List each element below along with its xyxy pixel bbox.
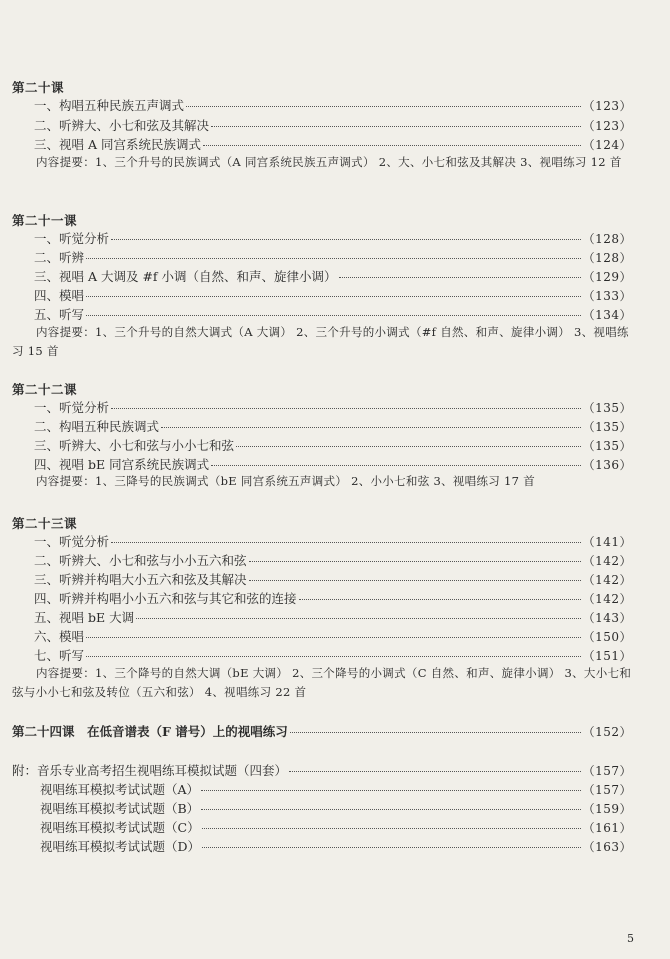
toc-entry-page: （129）	[582, 270, 632, 284]
toc-entry-page: （135）	[582, 439, 632, 453]
toc-entry-page: （134）	[582, 308, 632, 322]
toc-entry-label: 三、视唱 A 同宫系统民族调式	[34, 137, 201, 152]
leader-dots	[299, 599, 581, 600]
lesson-23-summary: 内容提要：1、三个降号的自然大调（bE 大调） 2、三个降号的小调式（C 自然、和声、旋律小调） 3、大小七和弦与小小七和弦及转位（五六和弦） 4、视唱练习 22 首	[12, 666, 632, 699]
toc-entry	[34, 116, 632, 134]
toc-entry	[34, 286, 632, 304]
toc-entry-label: 四、模唱	[34, 288, 85, 303]
toc-entry-label: 五、视唱 bE 大调	[34, 610, 135, 625]
toc-entry	[34, 646, 632, 664]
toc-entry-page: （142）	[582, 554, 632, 568]
toc-entry	[34, 436, 632, 454]
leader-dots	[86, 296, 581, 297]
toc-entry	[40, 818, 632, 836]
toc-entry-label: 五、听写	[34, 307, 85, 322]
leader-dots	[211, 126, 581, 127]
toc-entry-label: 二、构唱五种民族调式	[34, 419, 160, 434]
toc-entry	[34, 96, 632, 114]
toc-entry-label: 二、听辨	[34, 250, 85, 265]
leader-dots	[339, 277, 581, 278]
leader-dots	[86, 315, 581, 316]
toc-entry	[34, 417, 632, 435]
toc-entry	[34, 627, 632, 645]
toc-entry-label: 七、听写	[34, 648, 85, 663]
toc-entry	[34, 608, 632, 626]
toc-entry-page: （159）	[582, 802, 632, 816]
toc-entry-label: 附：音乐专业高考招生视唱练耳模拟试题（四套）	[12, 763, 288, 778]
toc-entry-label: 三、视唱 A 大调及 #f 小调（自然、和声、旋律小调）	[34, 269, 337, 284]
toc-entry	[34, 551, 632, 569]
toc-entry-label: 二、听辨大、小七和弦与小小五六和弦	[34, 553, 247, 568]
toc-entry-page: （142）	[582, 573, 632, 587]
toc-entry-label: 一、听觉分析	[34, 534, 110, 549]
toc-entry-label: 四、听辨并构唱小小五六和弦与其它和弦的连接	[34, 591, 297, 606]
toc-entry-lesson-24	[12, 722, 632, 740]
toc-entry	[34, 589, 632, 607]
lesson-20-summary: 内容提要：1、三个升号的民族调式（A 同宫系统民族五声调式） 2、大、小七和弦及其解决 3、视唱练习 12 首	[36, 155, 622, 169]
lesson-21-title: 第二十一课	[12, 213, 78, 228]
toc-entry	[34, 229, 632, 247]
toc-entry	[34, 398, 632, 416]
toc-entry-label: 视唱练耳模拟考试试题（D）	[40, 839, 201, 854]
toc-entry	[34, 570, 632, 588]
toc-entry	[34, 455, 632, 473]
lesson-20-title: 第二十课	[12, 80, 65, 95]
leader-dots	[86, 258, 581, 259]
toc-entry-page: （157）	[582, 764, 632, 778]
toc-entry-label: 二、听辨大、小七和弦及其解决	[34, 118, 210, 133]
toc-entry-page: （135）	[582, 420, 632, 434]
toc-entry-label: 四、视唱 bE 同宫系统民族调式	[34, 457, 210, 472]
toc-entry-label: 三、听辨并构唱大小五六和弦及其解决	[34, 572, 247, 587]
leader-dots	[211, 465, 581, 466]
toc-entry-label: 视唱练耳模拟考试试题（C）	[40, 820, 200, 835]
toc-entry-page: （151）	[582, 649, 632, 663]
leader-dots	[236, 446, 581, 447]
toc-entry-page: （157）	[582, 783, 632, 797]
toc-entry	[40, 837, 632, 855]
lesson-23-title: 第二十三课	[12, 516, 78, 531]
toc-entry-page: （135）	[582, 401, 632, 415]
lesson-22-title: 第二十二课	[12, 382, 78, 397]
toc-entry	[34, 532, 632, 550]
toc-entry-page: （163）	[582, 840, 632, 854]
toc-entry-page: （133）	[582, 289, 632, 303]
toc-entry-page: （143）	[582, 611, 632, 625]
toc-entry-page: （124）	[582, 138, 632, 152]
toc-entry-page: （161）	[582, 821, 632, 835]
leader-dots	[201, 790, 581, 791]
toc-entry-appendix	[12, 761, 632, 779]
toc-entry-label: 视唱练耳模拟考试试题（B）	[40, 801, 200, 816]
toc-entry-label: 一、构唱五种民族五声调式	[34, 98, 185, 113]
toc-entry-page: （123）	[582, 119, 632, 133]
leader-dots	[201, 809, 580, 810]
leader-dots	[86, 637, 581, 638]
leader-dots	[111, 542, 581, 543]
leader-dots	[111, 239, 581, 240]
leader-dots	[111, 408, 581, 409]
leader-dots	[161, 427, 581, 428]
leader-dots	[290, 732, 581, 733]
toc-entry-label: 三、听辨大、小七和弦与小小七和弦	[34, 438, 235, 453]
toc-entry-page: （152）	[582, 725, 632, 739]
leader-dots	[202, 828, 581, 829]
toc-entry-page: （128）	[582, 232, 632, 246]
toc-entry	[40, 799, 632, 817]
leader-dots	[202, 847, 581, 848]
toc-entry-page: （128）	[582, 251, 632, 265]
leader-dots	[249, 561, 581, 562]
toc-entry-label: 第二十四课 在低音谱表（F 谱号）上的视唱练习	[12, 724, 288, 739]
page-number: 5	[627, 932, 634, 945]
toc-entry	[34, 267, 632, 285]
leader-dots	[289, 771, 581, 772]
toc-entry	[34, 248, 632, 266]
toc-entry-page: （142）	[582, 592, 632, 606]
lesson-21-summary: 内容提要：1、三个升号的自然大调式（A 大调） 2、三个升号的小调式（#f 自然、和声、旋律小调） 3、视唱练习 15 首	[12, 325, 629, 358]
lesson-22-summary: 内容提要：1、三降号的民族调式（bE 同宫系统五声调式） 2、小小七和弦 3、视唱练习 17 首	[36, 474, 536, 488]
toc-entry-page: （150）	[582, 630, 632, 644]
toc-entry-label: 一、听觉分析	[34, 231, 110, 246]
toc-entry	[34, 305, 632, 323]
toc-entry-label: 一、听觉分析	[34, 400, 110, 415]
leader-dots	[249, 580, 581, 581]
toc-entry	[34, 135, 632, 153]
toc-entry-label: 六、模唱	[34, 629, 85, 644]
leader-dots	[186, 106, 581, 107]
toc-entry-page: （141）	[582, 535, 632, 549]
leader-dots	[136, 618, 581, 619]
toc-entry-page: （123）	[582, 99, 632, 113]
toc-entry-label: 视唱练耳模拟考试试题（A）	[40, 782, 200, 797]
toc-entry-page: （136）	[582, 458, 632, 472]
leader-dots	[86, 656, 581, 657]
leader-dots	[203, 145, 581, 146]
toc-entry	[40, 780, 632, 798]
